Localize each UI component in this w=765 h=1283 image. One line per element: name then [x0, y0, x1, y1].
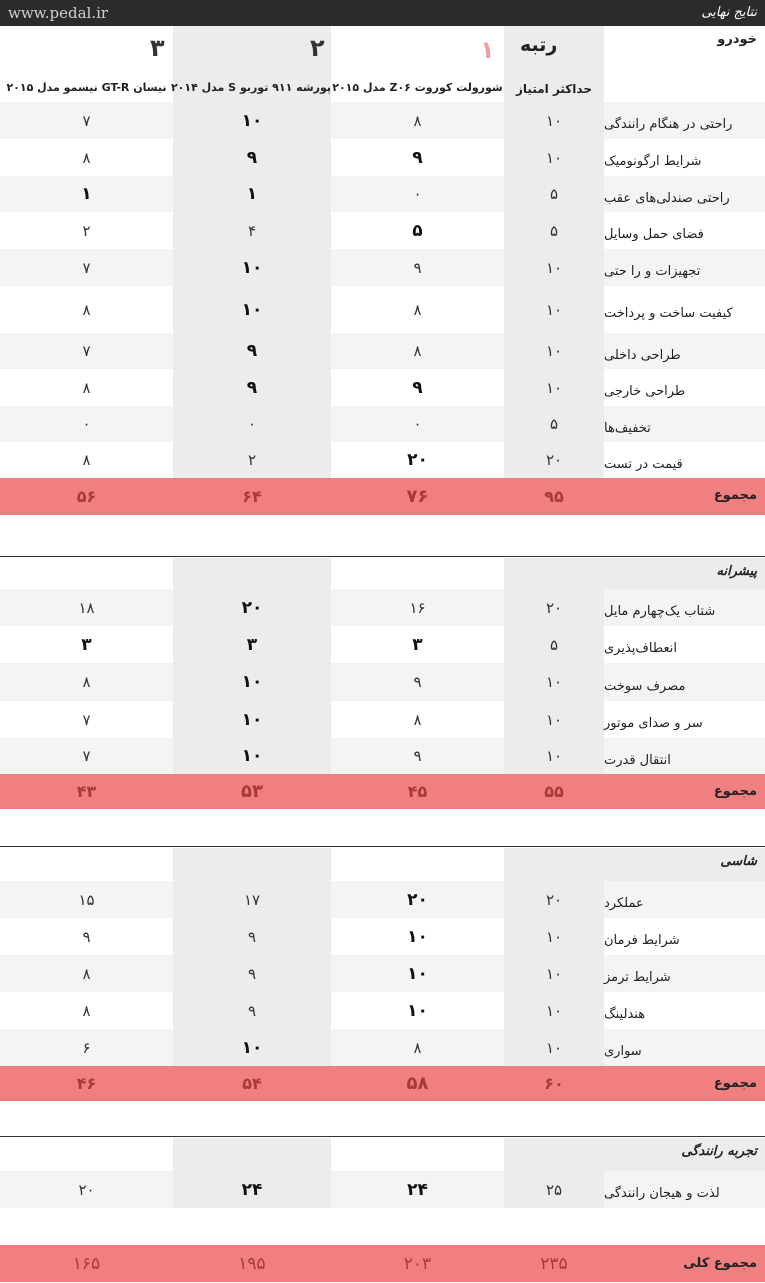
criterion-label: شرایط ارگونومیک: [604, 154, 702, 169]
score-car-3: ۹: [82, 927, 91, 946]
max-score: ۵: [549, 221, 559, 240]
section-divider: [0, 556, 765, 557]
criterion-label: شرایط فرمان: [604, 933, 680, 948]
criterion-label: کیفیت ساخت و پرداخت: [604, 306, 733, 321]
score-car-2: ۱۰: [241, 672, 263, 692]
score-car-1: ۵: [412, 220, 423, 241]
max-score: ۱۰: [545, 111, 563, 130]
score-car-3: ۱۵: [78, 890, 95, 909]
score-car-2: ۱۷: [243, 890, 261, 909]
score-car-1: ۱۰: [407, 926, 428, 947]
total-car-1: ۵۸: [406, 1073, 429, 1094]
score-car-2: ۹: [246, 341, 258, 361]
criterion-label: هندلینگ: [604, 1007, 646, 1022]
score-car-1: ۲۰: [407, 889, 428, 910]
score-car-2: ۱۰: [241, 257, 263, 278]
grand-total-max: ۲۳۵: [540, 1253, 568, 1274]
score-car-1: ۸: [413, 1038, 422, 1057]
score-car-1: ۱۰: [407, 1000, 428, 1021]
score-car-2: ۴: [247, 221, 257, 240]
max-score: ۲۵: [545, 1180, 563, 1199]
score-car-3: ۷: [82, 747, 91, 765]
score-car-3: ۱: [81, 184, 92, 204]
total-max: ۵۵: [544, 782, 564, 801]
score-car-1: ۸: [413, 111, 422, 130]
score-car-2: ۱۰: [241, 1037, 263, 1058]
total-car-3: ۴۳: [76, 782, 97, 801]
score-car-2: ۱۰: [241, 709, 263, 730]
max-score: ۱۰: [545, 1001, 563, 1020]
score-car-3: ۲: [82, 221, 91, 240]
section-header-shade: [173, 1138, 331, 1171]
max-score: ۵: [549, 415, 559, 433]
total-label: مجموع: [713, 784, 757, 799]
max-score: ۱۰: [545, 342, 563, 360]
criterion-label: لذت و هیجان رانندگی: [604, 1186, 720, 1201]
max-score: ۱۰: [545, 300, 563, 319]
criterion-label: فضای حمل وسایل: [604, 227, 704, 242]
total-label: مجموع: [713, 1076, 757, 1091]
score-car-1: ۹: [412, 147, 423, 168]
section-header-shade: [173, 848, 331, 881]
score-car-1: ۸: [413, 342, 422, 360]
section-divider: [0, 846, 765, 847]
score-car-3: ۸: [82, 300, 91, 319]
max-score: ۱۰: [545, 927, 563, 946]
max-score: ۲۰: [545, 890, 563, 909]
grand-total-car-2: ۱۹۵: [238, 1253, 266, 1274]
score-car-3: ۳: [81, 634, 92, 655]
criterion-label: طراحی خارجی: [604, 384, 686, 399]
score-car-2: ۹: [247, 964, 257, 983]
score-car-3: ۷: [82, 342, 91, 360]
max-score: ۱۰: [545, 378, 563, 397]
score-car-2: ۹: [246, 147, 258, 168]
site-name[interactable]: www.pedal.ir: [8, 4, 109, 22]
criterion-label: طراحی داخلی: [604, 347, 681, 363]
section-divider: [0, 1136, 765, 1137]
max-score: ۵: [549, 635, 559, 654]
score-car-3: ۷: [82, 111, 91, 130]
score-car-3: ۸: [82, 378, 91, 397]
score-car-3: ۶: [82, 1038, 91, 1057]
score-car-3: ۸: [82, 964, 91, 983]
section-title: پیشرانه: [716, 564, 757, 579]
score-car-1: ۱۶: [409, 598, 426, 617]
score-car-3: ۷: [82, 258, 91, 277]
total-max: ۹۵: [544, 487, 564, 506]
criterion-label: شرایط ترمز: [604, 970, 671, 985]
score-car-1: ۹: [413, 258, 422, 277]
score-car-2: ۱۰: [241, 299, 263, 320]
criterion-label: عملکرد: [604, 896, 644, 911]
criterion-label: انتقال قدرت: [604, 752, 671, 768]
section-title: شاسی: [720, 854, 757, 869]
max-score: ۱۰: [545, 258, 563, 277]
total-car-3: ۴۶: [76, 1074, 97, 1093]
score-car-2: ۱۰: [241, 746, 263, 766]
rank-heading: رتبه: [520, 34, 558, 56]
criterion-label: سواری: [604, 1044, 642, 1059]
score-car-3: ۰: [82, 415, 91, 433]
car-name-3: نیسان GT-R نیسمو مدل ۲۰۱۵: [6, 81, 167, 94]
score-car-1: ۹: [412, 377, 423, 398]
total-car-1: ۷۶: [406, 486, 429, 507]
max-score: ۱۰: [545, 710, 563, 729]
score-car-2: ۱: [246, 184, 258, 204]
total-car-1: ۴۵: [407, 782, 428, 801]
total-label: مجموع: [713, 488, 757, 503]
score-car-1: ۲۰: [407, 450, 428, 470]
criterion-label: قیمت در تست: [604, 456, 683, 472]
title-bar: [0, 0, 765, 26]
section-header-shade: [504, 558, 604, 589]
score-car-2: ۹: [247, 927, 257, 946]
total-car-2: ۵۴: [242, 1074, 262, 1093]
criterion-label: راحتی در هنگام رانندگی: [604, 117, 733, 132]
car-rank-3: ۳: [150, 34, 165, 62]
grand-total-label: مجموع کلی: [683, 1256, 757, 1271]
score-car-3: ۸: [82, 673, 91, 691]
score-car-1: ۰: [413, 415, 422, 433]
total-car-3: ۵۶: [76, 487, 97, 506]
criterion-label: تخفیف‌ها: [604, 420, 651, 436]
car-name-1: شورولت کوروت Z۰۶ مدل ۲۰۱۵: [332, 81, 503, 94]
score-car-2: ۱۰: [241, 110, 263, 131]
score-car-1: ۰: [413, 185, 422, 203]
score-car-1: ۹: [413, 673, 422, 691]
score-car-2: ۹: [246, 377, 258, 398]
grand-total-car-3: ۱۶۵: [72, 1253, 101, 1274]
max-score: ۵: [549, 185, 559, 203]
section-title: تجربه رانندگی: [681, 1144, 757, 1159]
car-rank-2: ۲: [310, 34, 325, 62]
total-car-2: ۵۳: [241, 781, 263, 802]
max-score: ۱۰: [545, 747, 563, 765]
section-header-shade: [504, 848, 604, 881]
section-header-shade: [173, 558, 331, 589]
section-header-shade: [504, 1138, 604, 1171]
score-car-3: ۲۰: [78, 1180, 95, 1199]
criterion-label: سر و صدای موتور: [604, 716, 703, 731]
criterion-label: تجهیزات و را حتی: [604, 264, 701, 279]
score-car-2: ۲۴: [241, 1179, 263, 1200]
criterion-label: راحتی صندلی‌های عقب: [604, 190, 730, 206]
criterion-label: مصرف سوخت: [604, 678, 686, 694]
score-car-3: ۸: [82, 451, 91, 469]
max-score: ۱۰: [545, 1038, 563, 1057]
page-title: نتایج نهایی: [701, 5, 757, 20]
score-car-3: ۸: [82, 148, 91, 167]
total-max: ۶۰: [544, 1074, 564, 1093]
score-car-1: ۳: [412, 634, 423, 655]
score-car-1: ۹: [413, 747, 422, 765]
grand-total-car-1: ۲۰۳: [403, 1253, 432, 1274]
score-car-3: ۱۸: [78, 598, 95, 617]
score-car-2: ۹: [247, 1001, 257, 1020]
score-car-2: ۳: [246, 634, 258, 655]
total-car-2: ۶۴: [242, 487, 262, 506]
max-score: ۲۰: [545, 451, 563, 469]
score-car-1: ۸: [413, 300, 422, 319]
section-title: خودرو: [717, 32, 757, 47]
score-car-2: ۰: [247, 415, 257, 433]
criterion-label: شتاب یک‌چهارم مایل: [604, 604, 716, 619]
score-car-2: ۲۰: [241, 597, 263, 618]
max-score: ۱۰: [545, 148, 563, 167]
max-score: ۱۰: [545, 964, 563, 983]
car-rank-1: ۱: [480, 36, 495, 64]
max-score: ۲۰: [545, 598, 563, 617]
car-name-2: پورشه ۹۱۱ توربو S مدل ۲۰۱۴: [170, 81, 331, 94]
criterion-label: انعطاف‌پذیری: [604, 641, 678, 656]
max-score-heading: حداکثر امتیاز: [516, 82, 592, 96]
score-car-1: ۸: [413, 710, 422, 729]
max-score: ۱۰: [545, 673, 563, 691]
score-car-3: ۷: [82, 710, 91, 729]
score-car-1: ۲۴: [407, 1179, 428, 1200]
score-car-1: ۱۰: [407, 963, 428, 984]
score-car-2: ۲: [247, 451, 257, 469]
score-car-3: ۸: [82, 1001, 91, 1020]
